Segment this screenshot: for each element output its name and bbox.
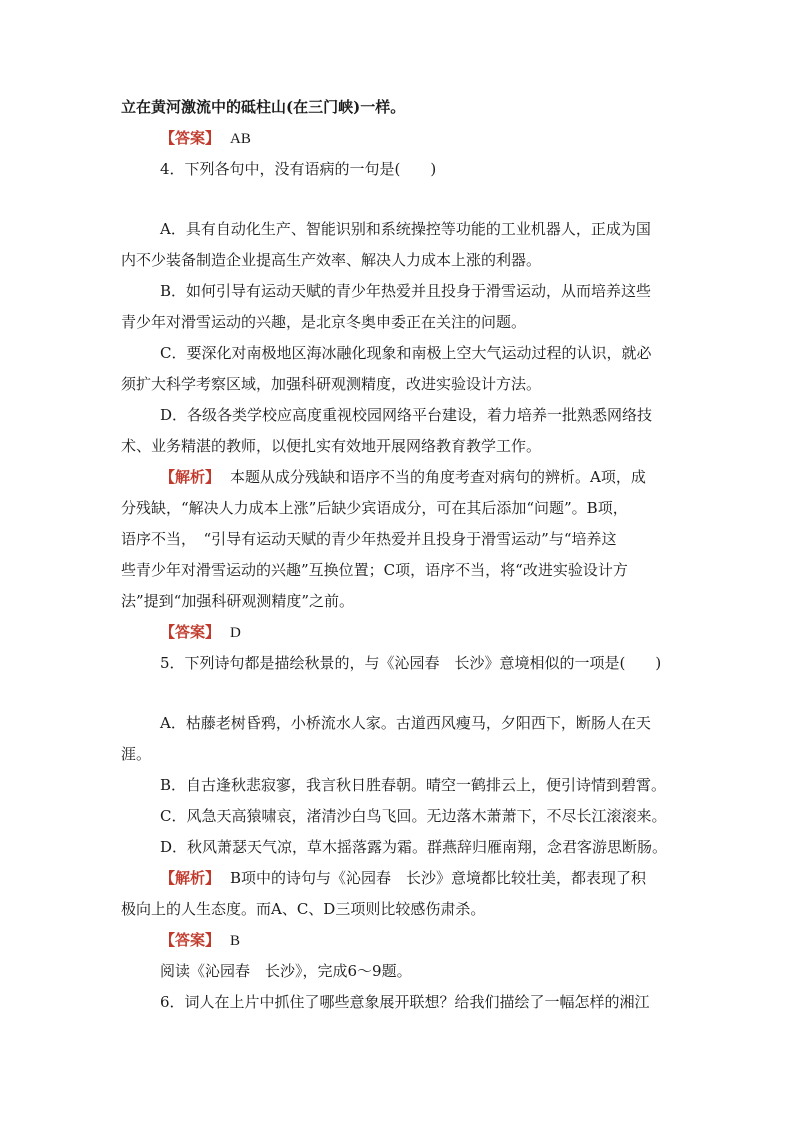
- option-a-line-2: 涯。: [121, 745, 152, 763]
- analysis-line-2: 分残缺，“解决人力成本上涨”后缺少宾语成分，可在其后添加“问题”。B项，: [121, 499, 628, 517]
- question-4: 4．下列各句中，没有语病的一句是( ): [160, 160, 437, 178]
- answer-value: B: [230, 933, 241, 949]
- option-c: C．风急天高猿啸哀，渚清沙白鸟飞回。无边落木萧萧下，不尽长江滚滚来。: [160, 807, 667, 825]
- option-a-line-2: 内不少装备制造企业提高生产效率、解决人力成本上涨的利器。: [121, 251, 542, 269]
- answer-value: AB: [230, 131, 251, 147]
- analysis-line-1: [160, 868, 646, 888]
- answer-line: [160, 930, 240, 951]
- option-c-line-2: 须扩大科学考察区域，加强科研观测精度，改进实验设计方法。: [121, 375, 542, 393]
- question-5: 5．下列诗句都是描绘秋景的，与《沁园春 长沙》意境相似的一项是( ): [160, 654, 662, 672]
- analysis-text: B项中的诗句与《沁园春 长沙》意境都比较壮美，都表现了积: [230, 869, 647, 887]
- answer-tag: 【答案】: [160, 931, 221, 949]
- answer-tag: 【答案】: [160, 623, 221, 641]
- answer-line: [160, 128, 251, 149]
- analysis-line-3: 语序不当， “引导有运动天赋的青少年热爱并且投身于滑雪运动”与“培养这: [121, 530, 617, 548]
- text-line: 立在黄河激流中的砥柱山(在三门峡)一样。: [121, 98, 406, 116]
- option-a-line-1: A．枯藤老树昏鸦，小桥流水人家。古道西风瘦马，夕阳西下，断肠人在天: [160, 714, 651, 732]
- analysis-line-1: [160, 467, 646, 487]
- option-d-line-2: 术、业务精湛的教师，以便扎实有效地开展网络教育教学工作。: [121, 437, 542, 455]
- option-a-line-1: A．具有自动化生产、智能识别和系统操控等功能的工业机器人，正成为国: [160, 220, 651, 238]
- answer-value: D: [230, 625, 241, 641]
- option-b-line-1: B．如何引导有运动天赋的青少年热爱并且投身于滑雪运动，从而培养这些: [160, 282, 652, 300]
- question-6: 6．词人在上片中抓住了哪些意象展开联想？给我们描绘了一幅怎样的湘江: [160, 993, 650, 1011]
- option-c-line-1: C．要深化对南极地区海冰融化现象和南极上空大气运动过程的认识，就必: [160, 344, 652, 362]
- answer-tag: 【答案】: [160, 129, 221, 147]
- analysis-tag: 【解析】: [160, 869, 221, 887]
- reading-instruction: 阅读《沁园春 长沙》，完成6～9题。: [160, 962, 412, 980]
- option-d: D．秋风萧瑟天气凉，草木摇落露为霜。群燕辞归雁南翔，念君客游思断肠。: [160, 838, 668, 856]
- analysis-tag: 【解析】: [160, 468, 221, 486]
- option-b-line-2: 青少年对滑雪运动的兴趣，是北京冬奥申委正在关注的问题。: [121, 313, 527, 331]
- option-b: B．自古逢秋悲寂寥，我言秋日胜春朝。晴空一鹤排云上，便引诗情到碧霄。: [160, 776, 667, 794]
- analysis-line-2: 极向上的人生态度。而A、C、D三项则比较感伤肃杀。: [121, 900, 486, 918]
- analysis-line-5: 法”提到“加强科研观测精度”之前。: [121, 592, 355, 610]
- answer-line: [160, 622, 241, 643]
- analysis-text: 本题从成分残缺和语序不当的角度考查对病句的辨析。A项，成: [230, 468, 646, 486]
- option-d-line-1: D．各级各类学校应高度重视校园网络平台建设，着力培养一批熟悉网络技: [160, 406, 653, 424]
- analysis-line-4: 些青少年对滑雪运动的兴趣”互换位置；C项，语序不当，将“改进实验设计方: [121, 561, 628, 579]
